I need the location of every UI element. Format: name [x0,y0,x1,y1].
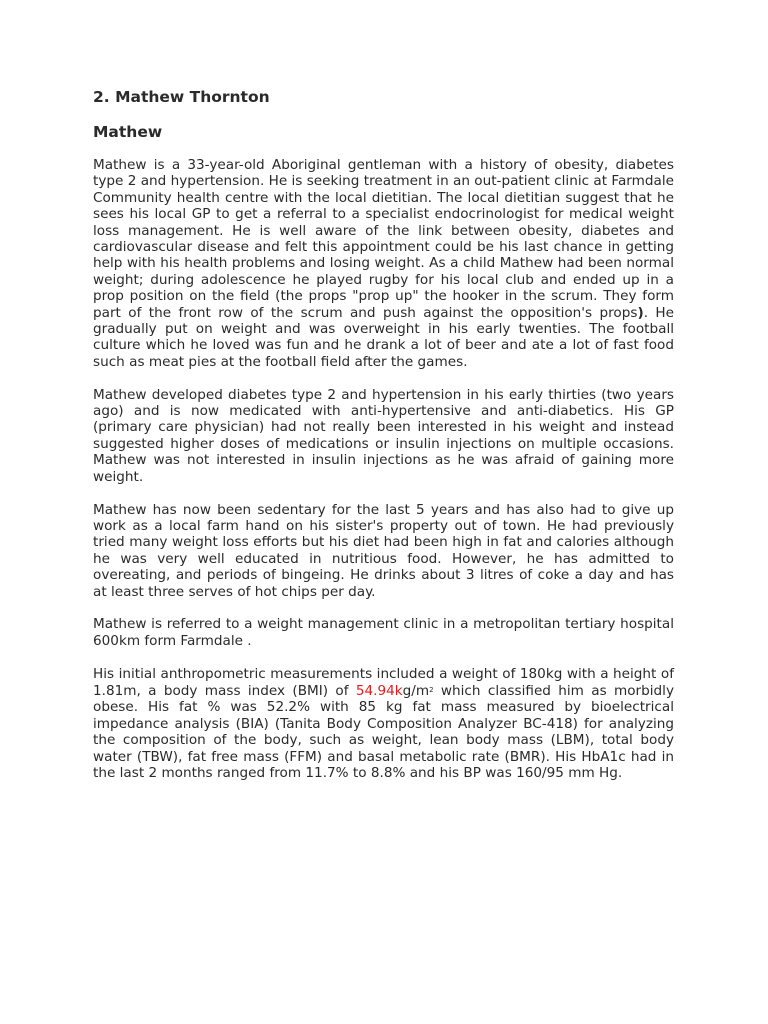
bmi-unit: g/m [402,682,430,699]
bmi-unit-superscript: 2 [429,685,434,694]
measurements-text-a: His initial anthropometric measurements included a weight of 180kg with a height of 1.81m, a body mass index (BMI) of [93,665,674,699]
document-page [93,86,674,798]
paragraph-medical-history: Mathew developed diabetes type 2 and hypertension in his early thirties (two years ago) and is now medicated with anti-hypertensive and anti-diabetics. His GP (primary care physician) had not really been interested in his weight and instead suggested higher doses of medications or insulin injections on multiple occasions. Mathew was not interested in insulin injections as he was afraid of gaining more weight. [93,386,674,485]
section-title: 2. Mathew Thornton [93,88,270,106]
paragraph-background-text-b: . He gradually put on weight and was overweight in his early twenties. The football culture which he loved was fun and he drank a lot of beer and ate a lot of fast food such as meat pies at the football field after the games. [93,304,674,370]
paragraph-background [93,157,674,370]
paragraph-lifestyle: Mathew has now been sedentary for the last 5 years and has also had to give up work as a local farm hand on his sister's property out of town. He had previously tried many weight loss efforts but his diet had been high in fat and calories although he was very well educated in nutritious food. However, he has admitted to overeating, and periods of bingeing. He drinks about 3 litres of coke a day and has at least three serves of hot chips per day. [93,501,674,600]
paragraph-referral: Mathew is referred to a weight management clinic in a metropolitan tertiary hospital 600km form Farmdale . [93,616,674,649]
paragraph-background-text-a: Mathew is a 33-year-old Aboriginal gentleman with a history of obesity, diabetes type 2 and hypertension. He is seeking treatment in an out-patient clinic at Farmdale Community health centre with the local dietitian. The local dietitian suggest that he sees his local GP to get a referral to a specialist endocrinologist for medical weight loss management. He is well aware of the link between obesity, diabetes and cardiovascular disease and felt this appointment could be his last chance in getting help with his health problems and losing weight. As a child Mathew had been normal weight; during adolescence he played rugby for his local club and ended up in a prop position on the field (the props "prop up" the hooker in the scrum. They form part of the front row of the scrum and push against the opposition's props [93,157,674,321]
paragraph-measurements [93,666,674,782]
measurements-text-b: which classified him as morbidly obese. His fat % was 52.2% with 85 kg fat mass measured by bioelectrical impedance analysis (BIA) (Tanita Body Composition Analyzer BC-418) for analyzing the composition of the body, such as weight, lean body mass (LBM), total body water (TBW), fat free mass (FFM) and basal metabolic rate (BMR). His HbA1c had in the last 2 months ranged from 11.7% to 8.8% and his BP was 160/95 mm Hg. [93,682,674,781]
paragraph-background-bold-paren: ) [637,304,644,321]
bmi-value: 54.94k [355,682,403,699]
case-subtitle: Mathew [93,123,163,141]
